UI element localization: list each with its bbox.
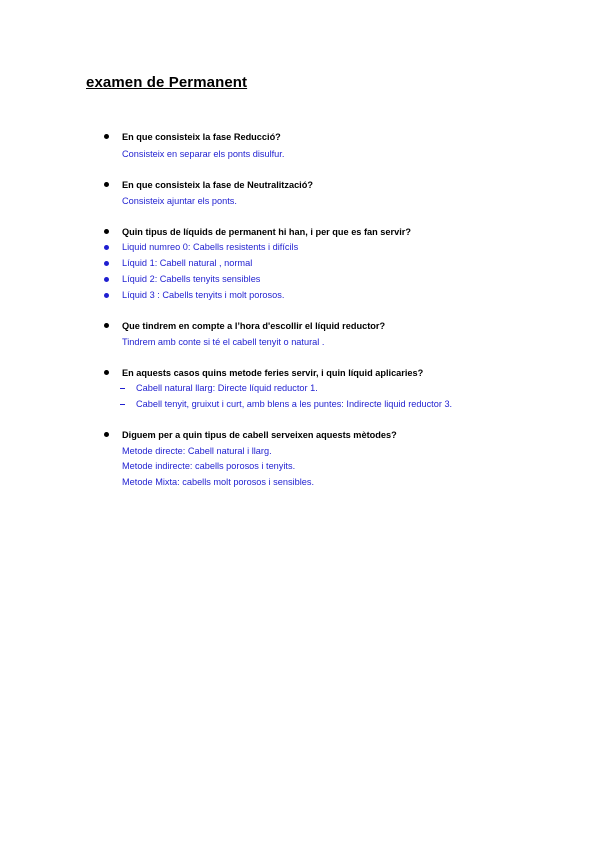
list-item: Liquid numreo 0: Cabells resistents i difícils — [122, 242, 299, 252]
question-3: Quin tipus de líquids de permanent hi han, i per que es fan servir? — [122, 227, 411, 237]
answer-6-line: Metode directe: Cabell natural i llarg. — [122, 446, 272, 456]
list-item: Líquid 2: Cabells tenyits sensibles — [122, 274, 261, 284]
answer-6-line: Metode Mixta: cabells molt porosos i sensibles. — [122, 477, 314, 487]
bullet-icon — [104, 323, 109, 328]
question-5: En aquests casos quins metode feries servir, i quin líquid aplicaries? — [122, 368, 424, 378]
document-title: examen de Permanent — [86, 74, 248, 91]
answer-4: Tindrem amb conte si té el cabell tenyit o natural . — [122, 337, 325, 347]
list-item: Líquid 1: Cabell natural , normal — [122, 258, 253, 268]
question-4: Que tindrem en compte a l’hora d'escollir el líquid reductor? — [122, 321, 386, 331]
question-1: En que consisteix la fase Reducció? — [122, 132, 281, 142]
dash-icon — [120, 388, 125, 389]
bullet-icon — [104, 245, 109, 250]
list-item: Cabell natural llarg: Directe líquid reductor 1. — [136, 383, 318, 393]
bullet-icon — [104, 229, 109, 234]
bullet-icon — [104, 277, 109, 282]
bullet-icon — [104, 182, 109, 187]
list-item: Líquid 3 : Cabells tenyits i molt porosos. — [122, 290, 285, 300]
question-6: Diguem per a quin tipus de cabell serveixen aquests mètodes? — [122, 430, 397, 440]
answer-1: Consisteix en separar els ponts disulfur. — [122, 149, 285, 159]
bullet-icon — [104, 432, 109, 437]
list-item: Cabell tenyit, gruixut i curt, amb blens a les puntes: Indirecte liquid reductor 3. — [136, 399, 453, 409]
bullet-icon — [104, 370, 109, 375]
bullet-icon — [104, 261, 109, 266]
answer-2: Consisteix ajuntar els ponts. — [122, 196, 237, 206]
bullet-icon — [104, 134, 109, 139]
bullet-icon — [104, 293, 109, 298]
question-2: En que consisteix la fase de Neutralització? — [122, 180, 313, 190]
answer-6-line: Metode indirecte: cabells porosos i tenyits. — [122, 461, 296, 471]
dash-icon — [120, 404, 125, 405]
